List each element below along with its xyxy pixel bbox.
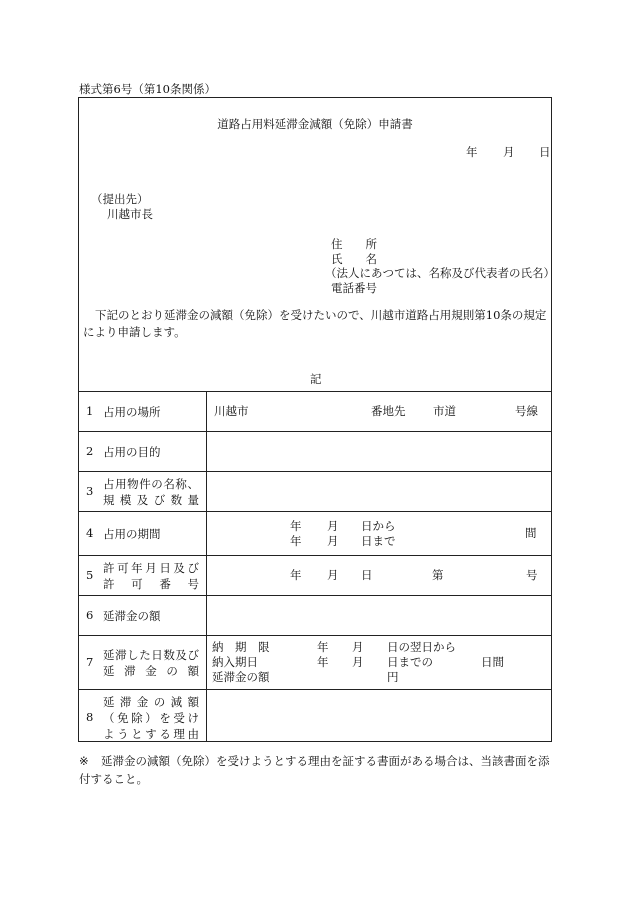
row-label: 占用の場所 (103, 405, 161, 419)
permit-day: 日 (361, 568, 373, 582)
due-month: 月 (352, 640, 364, 654)
request-statement: 下記のとおり延滞金の減額（免除）を受けたいので、川越市道路占用規則第10条の規定により申請します。 (83, 308, 547, 339)
row-label-line: 許可年月日及び (103, 561, 199, 575)
location-route: 号線 (515, 404, 538, 418)
due-next-day: 日の翌日から (387, 640, 456, 654)
row-divider (79, 511, 551, 512)
recipient-label: （提出先） (91, 192, 149, 206)
delay-days: 日間 (481, 655, 504, 669)
due-year: 年 (317, 640, 329, 654)
permit-year: 年 (290, 568, 302, 582)
row-label (103, 476, 199, 508)
date-day: 日 (539, 145, 551, 159)
applicant-corp-note: （法人にあつては、名称及び代表者の氏名） (325, 266, 555, 280)
period-to-month: 月 (327, 534, 339, 548)
applicant-phone-label: 電話番号 (331, 281, 377, 295)
period-to-year: 年 (290, 534, 302, 548)
pay-until: 日までの (387, 655, 433, 669)
row-number: 5 (86, 568, 94, 582)
row-divider (79, 431, 551, 432)
pay-year: 年 (317, 655, 329, 669)
date-month: 月 (503, 145, 515, 159)
permit-dai: 第 (432, 568, 444, 582)
row-number: 2 (86, 444, 94, 458)
permit-go: 号 (526, 568, 538, 582)
row-divider (79, 635, 551, 636)
delay-amount-label: 延滞金の額 (212, 670, 270, 684)
row-number: 3 (86, 484, 94, 498)
row-number: 6 (86, 608, 94, 622)
row-number: 7 (86, 655, 94, 669)
row-label-line: 許可番号 (103, 577, 199, 591)
row-label: 占用の目的 (103, 445, 161, 459)
period-from-day: 日から (361, 519, 396, 533)
period-duration: 間 (525, 526, 537, 540)
application-form-frame (78, 97, 555, 742)
row-label: 延滞金の額 (103, 609, 161, 623)
location-banchi: 番地先 (371, 404, 406, 418)
column-divider (206, 391, 207, 741)
ki-heading: 記 (310, 372, 322, 386)
row-label-line: ようとする理由 (103, 727, 199, 741)
row-label-line: 延滞金の額 (103, 664, 199, 678)
row-label (103, 647, 199, 679)
note-text: 延滞金の減額（免除）を受けようとする理由を証する書面がある場合は、当該書面を添付すること。 (79, 754, 550, 786)
pay-month: 月 (352, 655, 364, 669)
recipient-name: 川越市長 (107, 207, 153, 221)
row-label-line: （免除）を受け (103, 711, 199, 725)
form-title: 道路占用料延滞金減額（免除）申請書 (217, 117, 413, 131)
footnote (79, 752, 554, 788)
row-divider (79, 555, 551, 556)
delay-due-date-label: 納 期 限 (212, 640, 270, 654)
row-label-line: 規模及び数量 (103, 493, 199, 507)
period-from-year: 年 (290, 519, 302, 533)
row-number: 1 (86, 404, 94, 418)
period-from-month: 月 (327, 519, 339, 533)
permit-month: 月 (327, 568, 339, 582)
date-year: 年 (466, 145, 478, 159)
location-road: 市道 (433, 404, 456, 418)
row-divider (79, 471, 551, 472)
row-number: 4 (86, 526, 94, 540)
row-label (103, 694, 199, 742)
row-label-line: 延滞した日数及び (103, 648, 199, 662)
period-to-day: 日まで (361, 534, 396, 548)
row-label (103, 560, 199, 592)
delay-payment-date-label: 納入期日 (212, 655, 258, 669)
row-number: 8 (86, 710, 94, 724)
applicant-address-label: 住 所 (331, 237, 377, 251)
table-top-border (79, 391, 551, 392)
row-divider (79, 689, 551, 690)
form-number-header: 様式第6号（第10条関係） (79, 82, 216, 96)
applicant-name-label: 氏 名 (331, 252, 377, 266)
delay-yen: 円 (387, 670, 399, 684)
location-city: 川越市 (214, 404, 249, 418)
row-label-line: 延滞金の減額 (103, 695, 199, 709)
row-divider (79, 595, 551, 596)
row-label: 占用の期間 (103, 527, 161, 541)
row-label-line: 占用物件の名称、 (103, 477, 199, 491)
note-mark: ※ (79, 754, 89, 768)
